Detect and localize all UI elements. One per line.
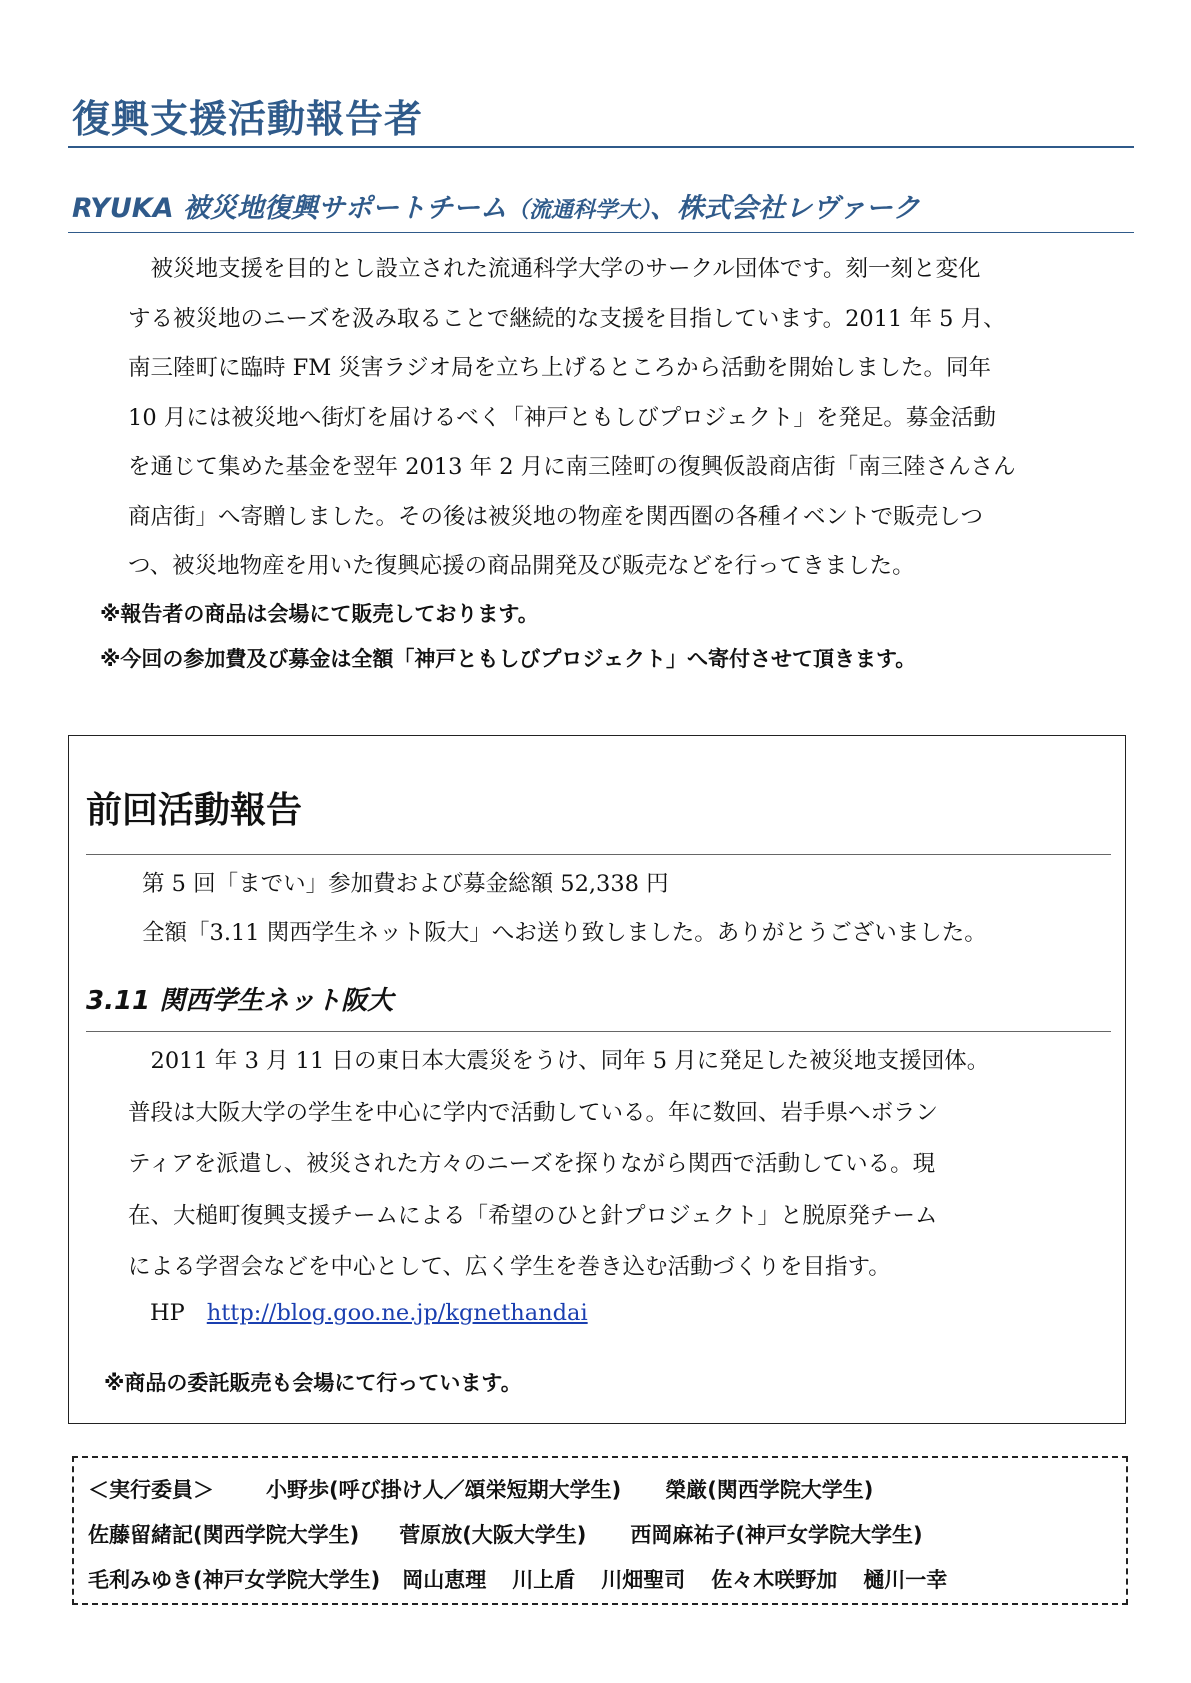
committee-row bbox=[88, 1564, 947, 1594]
description-line: 10 月には被災地へ街灯を届けるべく「神戸ともしびプロジェクト」を発足。募金活動 bbox=[128, 404, 996, 431]
committee-member: 佐藤留緒記(関西学院大学生) bbox=[88, 1523, 360, 1547]
committee-member: 西岡麻祐子(神戸女学院大学生) bbox=[630, 1523, 923, 1547]
reporter-subtitle bbox=[72, 186, 920, 225]
subtitle-main: RYUKA 被災地復興サポートチーム bbox=[72, 193, 508, 224]
sales-note: ※報告者の商品は会場にて販売しております。 bbox=[100, 602, 539, 626]
summary-line: 第 5 回「までい」参加費および募金総額 52,338 円 bbox=[142, 871, 669, 897]
committee-member: 毛利みゆき(神戸女学院大学生) bbox=[88, 1568, 381, 1592]
report-divider bbox=[86, 854, 1111, 855]
donation-note: ※今回の参加費及び募金は全額「神戸ともしびプロジェクト」へ寄付させて頂きます。 bbox=[100, 647, 917, 671]
committee-row bbox=[88, 1474, 873, 1504]
description-line: する被災地のニーズを汲み取ることで継続的な支援を目指しています。2011 年 5 月、 bbox=[128, 305, 1006, 332]
previous-report-title: 前回活動報告 bbox=[86, 790, 303, 831]
organization-line: 普段は大阪大学の学生を中心に学内で活動している。年に数回、岩手県へボラン bbox=[128, 1099, 939, 1126]
committee-member: 川上盾 bbox=[512, 1568, 576, 1592]
page-title: 復興支援活動報告者 bbox=[72, 97, 424, 141]
description-line: 南三陸町に臨時 FM 災害ラジオ局を立ち上げるところから活動を開始しました。同年 bbox=[128, 355, 991, 381]
organization-description bbox=[128, 1036, 1118, 1294]
committee-row bbox=[88, 1519, 923, 1549]
description-line: つ、被災地物産を用いた復興応援の商品開発及び販売などを行ってきました。 bbox=[128, 553, 915, 579]
committee-member: 樋川一幸 bbox=[863, 1568, 948, 1592]
committee-member: 榮厳(関西学院大学生) bbox=[665, 1478, 874, 1502]
organization-line: による学習会などを中心として、広く学生を巻き込む活動づくりを目指す。 bbox=[128, 1254, 891, 1280]
homepage-link[interactable]: http://blog.goo.ne.jp/kgnethandai bbox=[206, 1300, 588, 1326]
description-line: を通じて集めた基金を翌年 2013 年 2 月に南三陸町の復興仮設商店街「南三陸さんさん bbox=[128, 454, 1016, 480]
committee-member: 菅原放(大阪大学生) bbox=[399, 1523, 587, 1547]
reporter-description bbox=[128, 245, 1128, 592]
organization-title: 3.11 関西学生ネット阪大 bbox=[86, 986, 394, 1016]
committee-member: 小野歩(呼び掛け人／頌栄短期大学生) bbox=[266, 1478, 622, 1502]
organization-divider bbox=[86, 1031, 1111, 1032]
homepage-label: HP bbox=[150, 1300, 185, 1326]
summary-line: 全額「3.11 関西学生ネット阪大」へお送り致しました。ありがとうございました。 bbox=[142, 920, 987, 946]
previous-report-summary bbox=[142, 860, 987, 958]
subtitle-affiliation: （流通科学大） bbox=[507, 198, 651, 223]
subtitle-divider bbox=[68, 232, 1134, 233]
subtitle-company: 、株式会社レヴァーク bbox=[650, 193, 920, 224]
organization-line: ティアを派遣し、被災された方々のニーズを探りながら関西で活動している。現 bbox=[128, 1151, 936, 1177]
description-line: 商店街」へ寄贈しました。その後は被災地の物産を関西圏の各種イベントで販売しつ bbox=[128, 503, 984, 530]
description-line: 被災地支援を目的とし設立された流通科学大学のサークル団体です。刻一刻と変化 bbox=[128, 256, 981, 282]
homepage-line bbox=[150, 1300, 588, 1326]
committee-heading: ＜実行委員＞ bbox=[88, 1478, 214, 1502]
committee-member: 佐々木咲野加 bbox=[711, 1568, 838, 1592]
organization-line: 在、大槌町復興支援チームによる「希望のひと針プロジェクト」と脱原発チーム bbox=[128, 1202, 938, 1229]
consignment-note: ※商品の委託販売も会場にて行っています。 bbox=[104, 1371, 522, 1395]
organization-line: 2011 年 3 月 11 日の東日本大震災をうけ、同年 5 月に発足した被災地支援団体。 bbox=[128, 1048, 990, 1074]
committee-member: 川畑聖司 bbox=[601, 1568, 686, 1592]
committee-member: 岡山恵理 bbox=[402, 1568, 487, 1592]
title-divider bbox=[68, 146, 1134, 148]
